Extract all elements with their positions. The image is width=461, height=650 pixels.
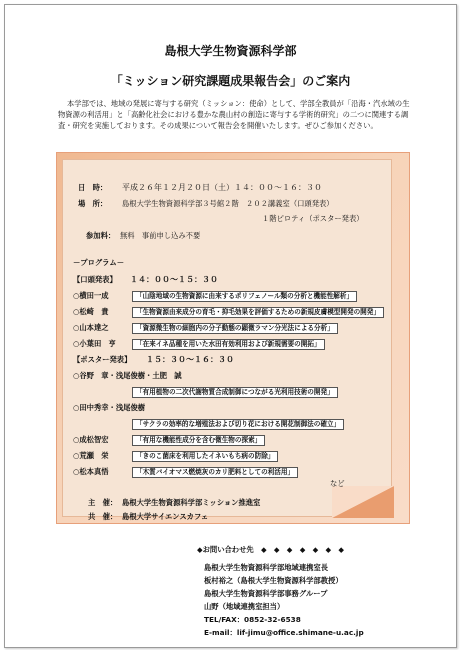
poster-speaker: ○谷野 章・浅尾俊樹・土肥 誠 (73, 371, 182, 380)
contact-line: 板村裕之（島根大学生物資源科学部教授） (204, 576, 343, 585)
poster-time: １５：３０～１６：３０ (146, 355, 234, 364)
oral-title: 「生物資源由来成分の育毛・抑毛効果を評価するための新規皮膚模型開発の開発」 (132, 307, 384, 318)
oral-label: 【口頭発表】 (73, 275, 117, 284)
page-title: 「ミッション研究課題成果報告会」のご案内 (110, 74, 351, 88)
host-label: 主 催： (88, 498, 118, 507)
contact-line: 山野（地域連携室担当） (204, 602, 285, 611)
poster-speaker: ○荒瀬 栄 (73, 451, 109, 460)
poster-speaker: ○成松智宏 (73, 435, 109, 444)
poster-title: 「サクラの効率的な増殖法および切り花における開花制御法の確立」 (132, 419, 344, 430)
poster-title: 「木質バイオマス燃焼灰のカリ肥料としての利活用」 (132, 467, 298, 478)
etc-text: など (330, 479, 345, 488)
place-label: 場 所： (78, 199, 108, 208)
oral-speaker: ○山本達之 (73, 323, 109, 332)
poster-title: 「きのこ菌床を利用したイネいもち病の防除」 (132, 451, 278, 462)
fee-label: 参加料： (86, 231, 116, 240)
cohost-value: 島根大学サイエンスカフェ (122, 512, 209, 521)
org-name: 島根大学生物資源科学部 (164, 44, 297, 58)
date-label: 日 時： (78, 183, 108, 192)
oral-title: 「資源微生物の細胞内の分子動態の顕微ラマン分光法による分析」 (132, 323, 338, 334)
contact-line: 島根大学生物資源科学部事務グループ (204, 589, 328, 598)
program-heading: －プログラム－ (73, 258, 125, 267)
contact-tel: TEL/FAX：0852-32-6538 (204, 615, 301, 624)
host-value: 島根大学生物資源科学部ミッション推進室 (122, 498, 261, 507)
oral-speaker: ○小葉田 亨 (73, 339, 116, 348)
cohost-label: 共 催： (88, 512, 118, 521)
poster-title: 「有用植物の二次代謝物質合成制御につながる光利用技術の開発」 (132, 387, 338, 398)
contact-heading: ◆お問い合わせ先 ◆ ◆ ◆ ◆ ◆ ◆ ◆ (197, 545, 345, 554)
oral-title: 「山陰地域の生物資源に由来するポリフェノール類の分析と機能性解析」 (132, 291, 357, 302)
page-curl-highlight (332, 486, 394, 518)
oral-speaker: ○松崎 貴 (73, 307, 109, 316)
oral-time: １４：００～１５：３０ (130, 275, 218, 284)
intro-paragraph: 本学部では、地域の発展に寄与する研究（ミッション：使命）として、学部全教員が「沿海・汽水域の生物資源の利活用」と「高齢化社会における豊かな農山村の創造に寄与する学術的研究」の二つに関連する調査・研究を実施しております。その成果について報告会を開催いたします。ぜひご参加ください。 (58, 99, 410, 130)
contact-line: 島根大学生物資源科学部地域連携室長 (204, 563, 329, 572)
date-value: 平成２６年１２月２０日（土）１４：００～１６：３０ (122, 183, 322, 192)
poster-speaker: ○松本真悟 (73, 467, 109, 476)
place-value-2: １階ピロティ（ポスター発表） (262, 214, 364, 223)
event-panel (62, 159, 392, 517)
fee-value: 無料 事前申し込み不要 (120, 231, 201, 240)
poster-label: 【ポスター発表】 (73, 355, 132, 364)
poster-title: 「有用な機能性成分を含む微生物の探索」 (132, 435, 265, 446)
oral-speaker: ○横田一成 (73, 291, 109, 300)
contact-email[interactable]: E-mail：lif-jimu@office.shimane-u.ac.jp (204, 628, 364, 637)
oral-title: 「在来イネ品種を用いた水田有効利用および新規需要の開拓」 (132, 339, 325, 350)
poster-speaker: ○田中秀幸・浅尾俊樹 (73, 403, 146, 412)
place-value: 島根大学生物資源科学部３号館２階 ２０２講義室（口頭発表） (122, 199, 334, 208)
